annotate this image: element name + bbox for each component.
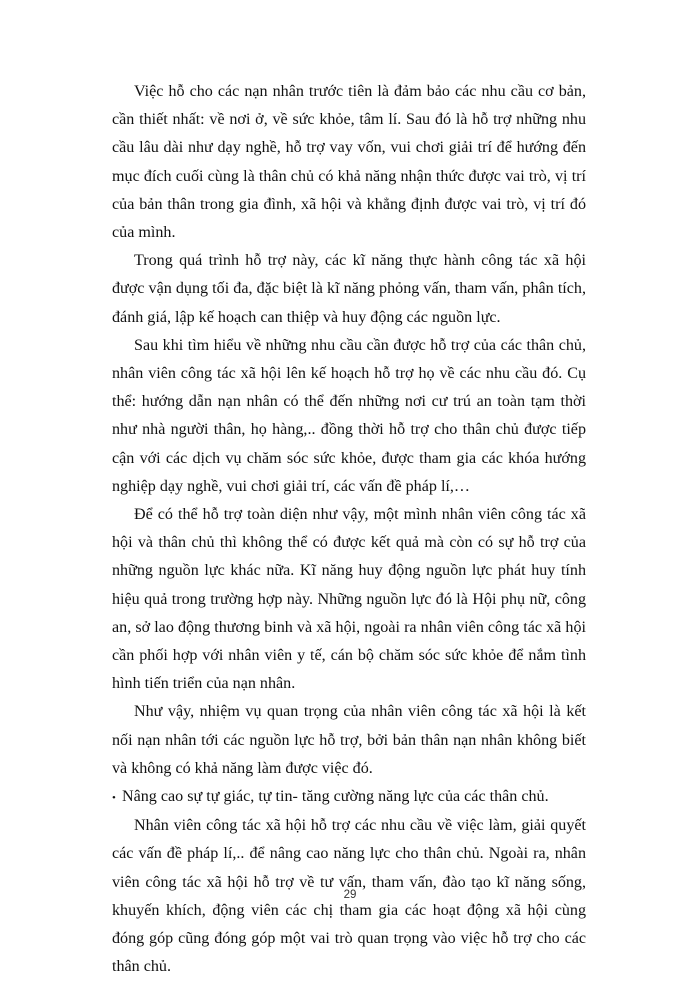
paragraph-resources: Để có thể hỗ trợ toàn diện như vậy, một mình nhân viên công tác xã hội và thân chủ thì không thể có được kết quả mà còn có sự hỗ trợ của những nguồn lực khác nữa. Kĩ năng huy động nguồn lực phát huy tính hiệu quả trong trường hợp này. Những nguồn lực đó là Hội phụ nữ, công an, sở lao động thương binh và xã hội, ngoài ra nhân viên công tác xã hội cần phối hợp với nhân viên y tế, cán bộ chăm sóc sức khỏe để nắm tình hình tiến triển của nạn nhân.: [112, 506, 586, 693]
document-body: [112, 78, 586, 982]
paragraph-basic-needs: Việc hỗ cho các nạn nhân trước tiên là đảm bảo các nhu cầu cơ bản, cần thiết nhất: về nơi ở, về sức khỏe, tâm lí. Sau đó là hỗ trợ những nhu cầu lâu dài như dạy nghề, hỗ trợ vay vốn, vui chơi giải trí để hướng đến mục đích cuối cùng là thân chủ có khả năng nhận thức được vai trò, vị trí của bản thân trong gia đình, xã hội và khẳng định được vai trò, vị trí đó của mình.: [112, 83, 586, 242]
bullet-icon: •: [112, 792, 116, 805]
paragraph-connecting: Như vậy, nhiệm vụ quan trọng của nhân viên công tác xã hội là kết nối nạn nhân tới các nguồn lực hỗ trợ, bởi bản thân nạn nhân không biết và không có khả năng làm được việc đó.: [112, 703, 586, 777]
paragraph-support-plan: Sau khi tìm hiểu về những nhu cầu cần được hỗ trợ của các thân chủ, nhân viên công tác xã hội lên kế hoạch hỗ trợ họ về các nhu cầu đó. Cụ thể: hướng dẫn nạn nhân có thể đến những nơi cư trú an toàn tạm thời như nhà người thân, họ hàng,.. đồng thời hỗ trợ cho thân chủ được tiếp cận với các dịch vụ chăm sóc sức khỏe, được tham gia các khóa hướng nghiệp dạy nghề, vui chơi giải trí, các vấn đề pháp lí,…: [112, 336, 586, 495]
paragraph-closing: Nhân viên công tác xã hội hỗ trợ các nhu cầu về việc làm, giải quyết các vấn đề pháp lí,.. để nâng cao năng lực cho thân chủ. Ngoài ra, nhân viên công tác xã hội hỗ trợ về tư vấn, tham vấn, đào tạo kĩ năng sống, khuyến khích, động viên các chị tham gia các hoạt động xã hội cùng đóng góp cũng đóng góp một vai trò quan trọng vào việc hỗ trợ cho các thân chủ.: [112, 817, 586, 976]
page-number: 29: [343, 889, 357, 901]
paragraph-skills: Trong quá trình hỗ trợ này, các kĩ năng thực hành công tác xã hội được vận dụng tối đa, đặc biệt là kĩ năng phỏng vấn, tham vấn, phân tích, đánh giá, lập kế hoạch can thiệp và huy động các nguồn lực.: [112, 252, 586, 326]
bullet-item: [112, 783, 586, 812]
bullet-text: Nâng cao sự tự giác, tự tin- tăng cường năng lực của các thân chủ.: [122, 788, 549, 806]
